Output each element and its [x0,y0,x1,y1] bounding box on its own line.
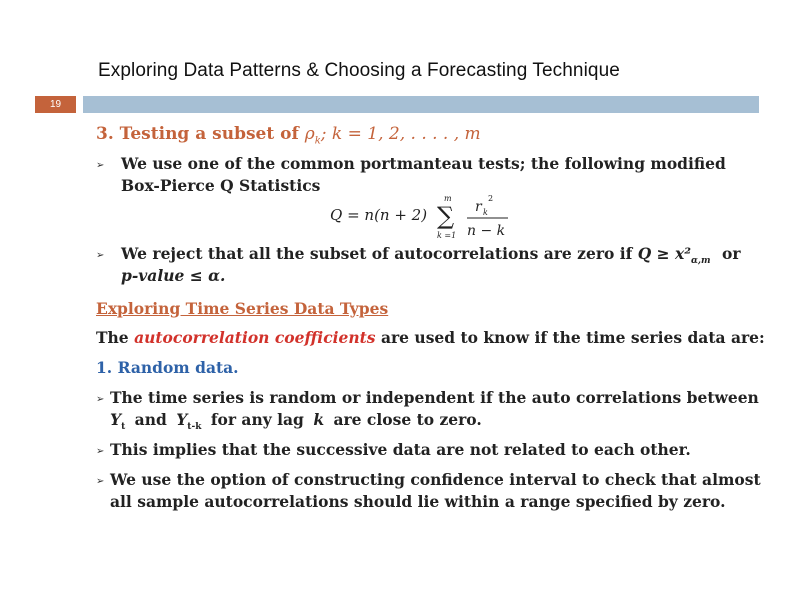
arrow-bullet-icon: ➢ [96,160,105,171]
bullet-text: p-value ≤ α. [121,266,226,285]
bullet-text-part: or [722,244,741,263]
header-bar [83,96,759,113]
rho-subscript: k [314,135,321,147]
index-range: ; k = 1, 2, . . . . , m [320,124,481,144]
bullet-text: The time series is random or independent if the auto correlations between [110,388,759,407]
bullet-text-part: We reject that all the subset of autocorrelations are zero if [121,244,633,263]
bullet-text: This implies that the successive data are not related to each other. [110,440,691,459]
y-subscript: t [121,422,126,433]
y-subscript: t-k [187,422,202,433]
arrow-bullet-icon: ➢ [96,250,105,261]
rho-symbol: ρ [304,124,315,144]
fraction-numerator: r [475,199,482,215]
section-heading: Exploring Time Series Data Types [96,299,389,318]
bullet-text [121,244,741,266]
sum-sign-icon: ∑ [437,202,455,230]
bullet-text [110,410,482,432]
lag-variable: k [313,410,325,429]
fraction-denominator: n − k [467,223,506,239]
section-heading [96,124,481,146]
highlighted-term: autocorrelation coefficients [134,328,376,347]
q-statistic-condition: Q ≥ x² [637,244,691,263]
numerator-subscript: k [483,208,488,217]
bullet-text-part: for any lag [210,410,304,429]
bullet-text: all sample autocorrelations should lie within a range specified by zero. [110,492,726,511]
box-pierce-formula [330,191,520,243]
y-variable: Y [176,410,188,429]
sum-lower-limit: k =1 [437,231,457,240]
subsection-heading: 1. Random data. [96,358,239,377]
y-variable: Y [110,410,122,429]
bullet-text: We use the option of constructing confidence interval to check that almost [110,470,761,489]
intro-text-part: are used to know if the time series data are: [380,328,765,347]
arrow-bullet-icon: ➢ [96,476,105,487]
bullet-text: Box-Pierce Q Statistics [121,176,321,195]
chi-subscript: α,m [691,256,711,267]
slide-number-badge: 19 [35,96,76,113]
formula-lhs: Q = n(n + 2) [330,206,428,224]
numerator-superscript: 2 [488,194,494,203]
arrow-bullet-icon: ➢ [96,394,105,405]
section-heading-text: 3. Testing a subset of [96,124,299,144]
slide-title: Exploring Data Patterns & Choosing a Forecasting Technique [98,60,620,81]
bullet-text-part: are close to zero. [333,410,482,429]
intro-text-part: The [96,328,129,347]
bullet-text: We use one of the common portmanteau tests; the following modified [121,154,726,173]
bullet-text-part: and [134,410,167,429]
sum-upper-limit: m [444,194,452,203]
arrow-bullet-icon: ➢ [96,446,105,457]
intro-text [96,328,765,347]
